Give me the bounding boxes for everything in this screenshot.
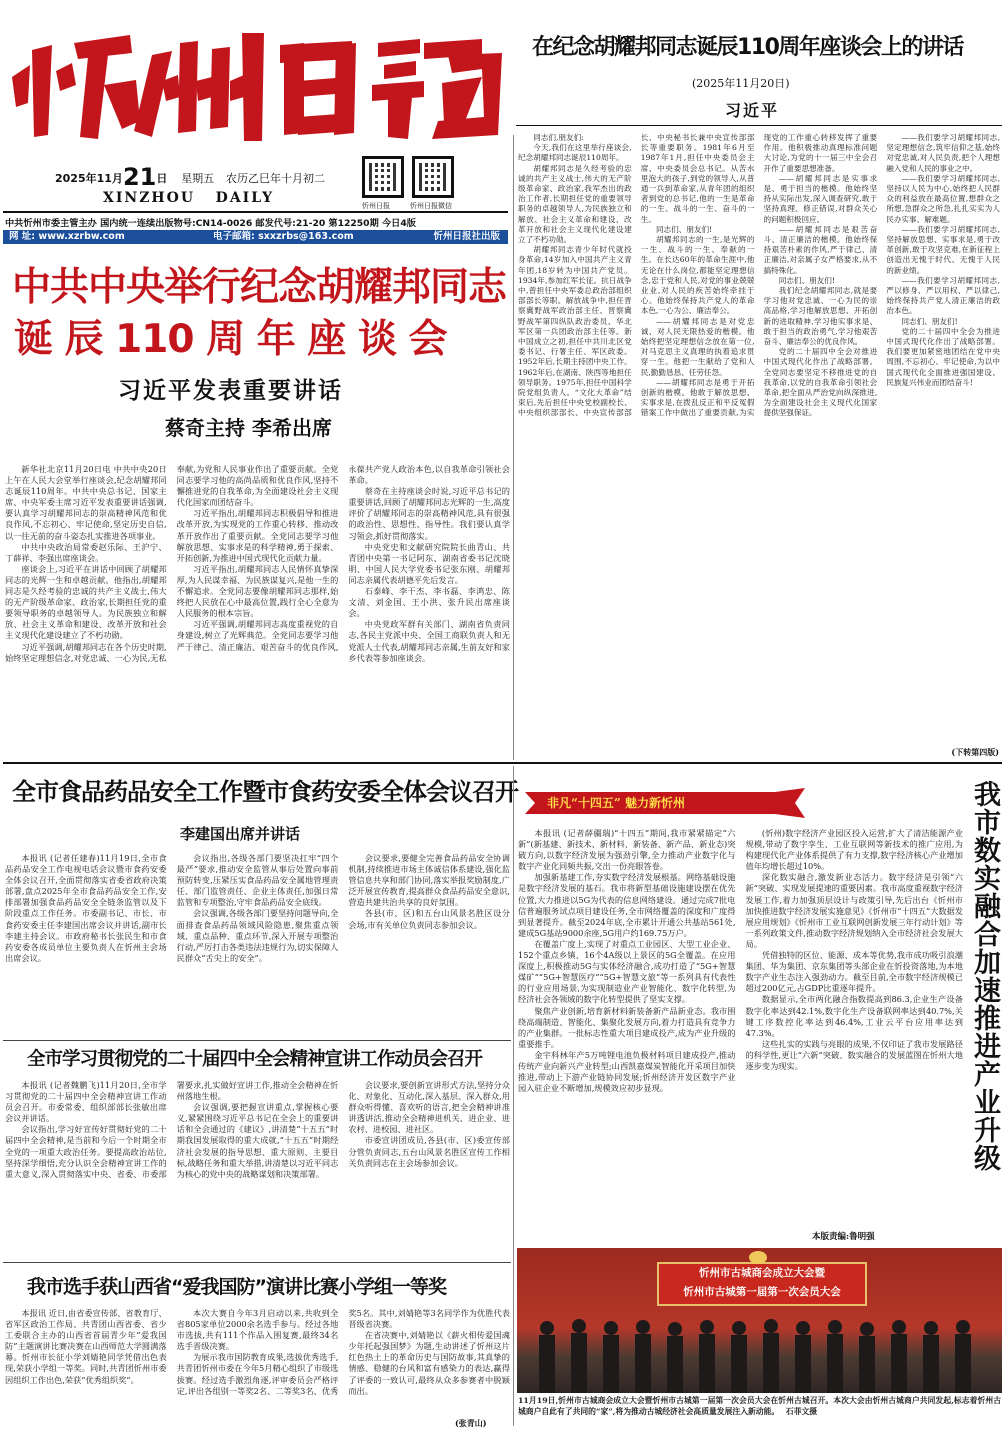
series-banner-text: 非凡“十四五” 魅力新忻州	[547, 796, 685, 810]
article-paragraph: 本次大赛自今年3月启动以来,共收到全省805家单位2000余名选手参与。经过各地市选拔,共有111个作品入围复赛,最终34名选手晋级决赛。	[176, 1308, 339, 1352]
article-paragraph: ——胡耀邦同志是勇于开拓创新的楷模。他敢于解放思想、实事求是,在拨乱反正和平反冤假错案工作中做出了重要贡献,为实现党的工作重心转移发挥了重要作用。他积极推动真理标准问题大讨论,为党的十一届三中全会召开作了重要思想准备。	[640, 133, 878, 418]
photo-caption-text: 11月19日,忻州市古城商会成立大会暨忻州市古城第一届第一次会员大会在忻州古城召开。本次大会由忻州古城商户共同发起,标志着忻州古城商户自此有了共同的“家”,将为推动古城经济社会高质量发展注入新动能。	[518, 1396, 1001, 1416]
article-paragraph: 数据显示,全市两化融合指数提高到86.3,企业生产设备数字化率达到42.1%,数字化生产设备联网率达到40.7%,关键工序数控化率达到46.4%,工业云平台应用率达到47.3%。	[745, 994, 963, 1038]
article-paragraph: 深化数实融合,激发新业态活力。数字经济是引领“六新”突破、实现发展提速的重要因素。我市高度重视数字经济发展工作,着力加强顶层设计与政策引导,先后出台《忻州市加快推进数字经济发展实施意见》《忻州市“十四五”大数据发展应用规划》《忻州市工业互联网创新发展三年行动计划》等一系列政策文件,推动数字经济规划纳入全市经济社会发展大局。	[745, 872, 963, 949]
article-paragraph: 胡耀邦同志青少年时代就投身革命,14岁加入中国共产主义青年团,18岁转为中国共产党员。1934年,参加红军长征。抗日战争中,曾担任中央军委总政治部组织部部长等职。解放战争中,担任晋察冀野战军政治部主任、晋察冀野战军第四纵队政治委员、华北军区第一兵团政治部主任等。新中国成立之初,担任中共川北区党委书记、行署主任、军区政委。1952年后,长期主持团中央工作。1962年后,在湖南、陕西等地担任领导职务。1975年,担任中国科学院党组负责人。“文化大革命”结束后,先后担任中央党校副校长、中央组织部部长、中央宣传部部长、中央秘书长兼中央宣传部部长等重要职务。1981年6月至1987年1月,担任中央委员会主席、中央委员会总书记。从苦水里泡大的孩子,到党的领导人,从普通一兵到革命家,从青年团的组织者到党的总书记,他的一生是革命的一生、战斗的一生、奋斗的一生。	[518, 133, 755, 418]
article-paragraph: 石泰峰、李干杰、李书磊、李鸿忠、陈文清、刘金国、王小洪、张升民出席座谈会。	[348, 586, 510, 619]
article-paragraph: 我们纪念胡耀邦同志,就是要学习他对党忠诚、一心为民的崇高品格,学习他解放思想、开拓创新的进取精神,学习他实事求是、敢于担当的政治勇气,学习他艰苦奋斗、廉洁奉公的优良作风。	[763, 286, 878, 347]
photo-people-silhouettes	[517, 1308, 1002, 1393]
lunar-date: 农历乙巳年十月初二	[226, 172, 326, 185]
speech-rule	[516, 125, 1002, 126]
article-paragraph: ——胡耀邦同志是对党忠诚、对人民无限热爱的楷模。他始终把坚定理想信念放在第一位,对马克思主义真理的执着追求贯穿一生。他把一生献给了党和人民,勤勤恳恳、任劳任怨。	[640, 316, 755, 377]
article-paragraph: 今天,我们在这里举行座谈会,纪念胡耀邦同志诞辰110周年。	[518, 143, 632, 163]
digital-headline: 我市数实融合加速推进产业升级	[969, 780, 1000, 1172]
article-paragraph: ——我们要学习胡耀邦同志,严以修身、严以用权、严以律己,始终保持共产党人清正廉洁的政治本色。	[886, 275, 1000, 316]
photo-banner-line1: 忻州市古城商会成立大会暨	[699, 1267, 825, 1279]
article-paragraph: 加强新基建工作,夯实数字经济发展根基。网络基础设施是数字经济发展的基石。我市将新型基础设施建设摆在优先位置,大力推进以5G为代表的信息网络建设。通过完成7批电信普遍服务试点项目建设任务,全市网络覆盖的深度和广度得到显著提升。截至2024年底,全市累计开通公共基站561处,建成5G基站9000余座,5G用户约169.75万户。	[518, 872, 736, 938]
publisher-name: 忻州日报社出版	[433, 231, 500, 242]
article-paragraph: 党的二十届四中全会为推进中国式现代化作出了战略部署。我们要更加紧密地团结在党中央周围,不忘初心、牢记使命,为以中国式现代化全面推进强国建设、民族复兴伟业而团结奋斗!	[886, 326, 1000, 387]
masthead-calligraphy-logo	[12, 25, 507, 145]
article-paragraph: 聚焦产业创新,培育新材料新装备新产品新业态。我市围绕高端制造、智能化、集聚化发展方向,着力打造具有竞争力的产业集群。一批标志性重大项目建成投产,成为产业升级的重要推手。	[518, 1005, 736, 1049]
qr-code-newspaper	[362, 156, 404, 198]
speech-headline: 在纪念胡耀邦同志诞辰110周年座谈会上的讲话	[532, 35, 963, 60]
section-rule	[3, 762, 1002, 764]
digital-article-body	[518, 828, 963, 1225]
lead-headline-line2: 诞 辰 110 周 年 座 谈 会	[14, 317, 447, 362]
article-paragraph: 胡耀邦同志是久经考验的忠诚的共产主义战士,伟大的无产阶级革命家、政治家,我军杰出的政治工作者,长期担任党的重要领导职务的卓越领导人,为民族独立和解放、社会主义革命和建设、改革开放和社会主义现代化建设建立了不朽功勋。	[518, 163, 632, 245]
qr-code-wechat	[412, 156, 454, 198]
article-paragraph: 本报讯 (记者薛疆瑞)“十四五”期间,我市紧紧锚定“六新”(新基建、新技术、新材料、新装备、新产品、新业态)突破方向,以数字经济发展为强劲引擎,全力推动产业数字化与数字产业化同频共振,交出一份亮眼答卷。	[518, 828, 736, 872]
food-subheadline: 李建国出席并讲话	[180, 825, 301, 843]
article-paragraph: 党的二十届四中全会对推进中国式现代化作出了战略部署。全党同志要坚定不移推进党的自我革命,以党的自我革命引领社会革命,把全面从严治党向纵深推进,为全面建设社会主义现代化国家提供坚强保证。	[763, 347, 878, 418]
article-paragraph: 胡耀邦同志的一生,是光辉的一生、战斗的一生、奉献的一生。在长达60年的革命生涯中,他无论在什么岗位,都能坚定理想信念,忠于党和人民,对党的事业兢兢业业,对人民的疾苦始终牵挂于心。他始终保持共产党人的革命本色,一心为公、廉洁奉公。	[640, 235, 755, 316]
lead-subheadline: 习近平发表重要讲话	[118, 377, 343, 404]
masthead-rule	[3, 211, 508, 213]
article-paragraph: 会议要求,要创新宣讲形式方法,坚持分众化、对象化、互动化,深入基层、深入群众,用群众听得懂、喜欢听的语言,把全会精神讲准讲透讲活,推动全会精神进机关、进企业、进农村、进校园、进社区。	[348, 1080, 510, 1135]
article-paragraph: 同志们、朋友们!	[655, 224, 713, 234]
lead-article-body	[5, 464, 510, 760]
patriot-headline: 我市选手获山西省“爱我国防”演讲比赛小学组一等奖	[27, 1276, 446, 1298]
lead-subheadline-2: 蔡奇主持 李希出席	[165, 416, 332, 440]
photo-emblem	[749, 1251, 767, 1264]
date-prefix: 2025年11月	[55, 172, 123, 185]
article-paragraph: 会议要求,要健全完善食品药品安全协调机制,持续推进市场主体诚信体系建设,强化监管信息共享和部门协同,落实举报奖励制度,广泛开展宣传教育,提高群众食品药品安全意识,营造共建共治共享的良好氛围。	[348, 853, 510, 908]
article-paragraph: 市委宣讲团成员,各县(市、区)委宣传部分管负责同志,五台山风景名胜区宣传工作相关负责同志在主会场参加会议。	[348, 1135, 510, 1168]
qr-label-wechat: 忻州日报微信	[410, 202, 452, 210]
website-url[interactable]: 网 址: www.xzrbw.com	[9, 231, 125, 242]
article-paragraph: 同志们、朋友们!	[901, 316, 958, 326]
article-paragraph: 习近平强调,胡耀邦同志在各个历史时期,始终坚定理想信念,对党忠诚、一心为民,无私奉献,为党和人民事业作出了重要贡献。全党同志要学习他的高尚品质和优良作风,坚持不懈推进党的自我革命,为全面建设社会主义现代化国家而团结奋斗。	[5, 464, 339, 663]
patriot-article-body	[5, 1308, 510, 1425]
series-banner	[525, 788, 805, 818]
article-paragraph: 座谈会上,习近平在讲话中回顾了胡耀邦同志的光辉一生和卓越贡献。他指出,胡耀邦同志是久经考验的忠诚的共产主义战士,伟大的无产阶级革命家、政治家,长期担任党的重要领导职务的卓越领导人。为民族独立和解放、社会主义革命和建设、改革开放和社会主义现代化建设建立了不朽功勋。	[5, 563, 167, 641]
article-paragraph: 这些扎实的实践与亮眼的成果,不仅印证了我市发展路径的科学性,更让“六新”突破、数实融合的发展蓝图在忻州大地逐步变为现实。	[745, 1038, 963, 1071]
article-paragraph: 本报讯 近日,由省委宣传部、省教育厅、省军区政治工作局、共青团山西省委、省少工委联合主办的山西省首届青少年“爱我国防”主题演讲比赛决赛在山西师范大学圆满落幕。忻州市长征小学刘婧艳同学凭借出色表现,荣获小学组一等奖。同时,共青团忻州市委因组织工作出色,荣获“优秀组织奖”。	[5, 1308, 167, 1385]
article-paragraph: 同志们、朋友们!	[778, 275, 835, 285]
issue-date	[55, 160, 326, 191]
article-paragraph: 习近平指出,胡耀邦同志积极倡导和推进改革开放,为实现党的工作重心转移、推动改革开放作出了重要贡献。全党同志要学习他解放思想、实事求是的科学精神,勇于探索、开拓创新,为推进中国式现代化贡献力量。	[176, 508, 339, 563]
speech-article-body	[518, 133, 1000, 748]
article-paragraph: 为展示我市国防教育成果,选拔优秀选手,共青团忻州市委在今年5月精心组织了市级选拔赛。经过选手激烈角逐,评审委员会严格评定,评出各组别一等奖2名、二等奖3名、优秀奖5名。其中,刘婧艳等3名同学作为优胜代表晋级省决赛。	[176, 1308, 510, 1396]
article-paragraph: 中央党政军群有关部门、湖南省负责同志,各民主党派中央、全国工商联负责人和无党派人士代表,胡耀邦同志亲属,生前友好和家乡代表等参加座谈会。	[348, 619, 510, 663]
article-paragraph: 习近平强调,胡耀邦同志高度重视党的自身建设,树立了光辉典范。全党同志要学习他严于律己、清正廉洁、艰苦奋斗的优良作风,永葆共产党人政治本色,以自我革命引领社会革命。	[176, 464, 510, 652]
date-day: 21	[122, 163, 157, 191]
article-paragraph: 金宇科林年产5万吨锂电池负极材料项目建成投产,推动传统产业向新兴产业转型;山西凯嘉煤炭智能化开采项目加快推进,带动上下游产业链协同发展;忻州经济开发区数字产业园入驻企业不断增加,规模效应初步显现。	[518, 1049, 736, 1094]
column-divider	[513, 135, 514, 760]
patriot-credit: (张青山)	[455, 1418, 487, 1428]
article-paragraph: 凭借独特的区位、能源、成本等优势,我市成功吸引浪潮集团、华为集团、京东集团等头部企业在忻投资落地,为本地数字产业生态注入强劲动力。截至目前,全市数字经济规模已超过200亿元,占GDP比重逐年提升。	[745, 950, 963, 994]
article-paragraph: 同志们,朋友们:	[533, 133, 584, 142]
masthead-pinyin: XINZHOU DAILY	[103, 190, 275, 206]
contact-bar	[3, 230, 508, 244]
page-editor: 本版责编:鲁明强	[812, 1232, 875, 1242]
weekday: 星期五	[181, 172, 215, 185]
photo-credit: 石菲文摄	[785, 1406, 818, 1416]
photo-banner-line2: 忻州市古城第一届第一次会员大会	[683, 1286, 841, 1298]
photo-caption	[518, 1396, 1001, 1429]
food-headline: 全市食品药品安全工作暨市食药安委全体会议召开	[12, 778, 518, 806]
article-paragraph: ——胡耀邦同志是艰苦奋斗、清正廉洁的楷模。他始终保持艰苦朴素的作风,严于律己、清正廉洁,对亲属子女严格要求,从不搞特殊化。	[763, 224, 878, 275]
qr-label-newspaper: 忻州日报	[362, 202, 390, 210]
date-suffix: 日	[156, 172, 168, 185]
plenary-article-body	[5, 1080, 510, 1258]
speech-author: 习近平	[725, 101, 780, 120]
food-article-body	[5, 853, 510, 1033]
article-paragraph: ——我们要学习胡耀邦同志,坚定理想信念,筑牢信仰之基,始终对党忠诚,对人民负责,把个人理想融入党和人民的事业之中。	[886, 133, 1000, 173]
speech-date: (2025年11月20日)	[692, 77, 790, 90]
news-photo	[517, 1248, 1002, 1393]
article-paragraph: 会议强调,各级各部门要坚持问题导向,全面排查食品药品领域风险隐患,聚焦重点领域、重点品种、重点环节,深入开展专项整治行动,严厉打击各类违法违规行为,切实保障人民群众“舌尖上的安全”。	[176, 908, 339, 963]
article-paragraph: ——胡耀邦同志是实事求是、勇于担当的楷模。他始终坚持从实际出发,深入调查研究,敢于坚持真理、修正错误,对群众关心的问题积极回应。	[763, 173, 878, 224]
publication-info: 中共忻州市委主管主办 国内统一连续出版物号:CN14-0026 邮发代号:21-20 第12250期 今日4版	[5, 218, 416, 229]
article-paragraph: 在省决赛中,刘婧艳以《薪火相传爱国魂 少年托起强国梦》为题,生动讲述了忻州这片红色热土上的革命历史与国防故事,其真挚的情感、稳健的台风和富有感染力的表达,赢得了评委的一致认可,最终从众多参赛者中脱颖而出。	[348, 1330, 510, 1396]
article-paragraph: 本报讯 (记者魏鹏飞)11月20日,全市学习贯彻党的二十届四中全会精神宣讲工作动员会召开。市委常委、组织部部长张敏出席会议并讲话。	[5, 1080, 167, 1124]
column-divider	[513, 766, 514, 1426]
rule	[3, 1262, 511, 1263]
article-paragraph: ——我们要学习胡耀邦同志,坚持以人民为中心,始终把人民群众的利益放在最高位置,想群众之所想,急群众之所急,扎扎实实为人民办实事、解难题。	[886, 173, 1000, 224]
rule	[3, 1040, 511, 1041]
article-paragraph: (忻州)数字经济产业园区投入运营,扩大了清洁能源产业规模,带动了数字孪生、工业互联网等新技术的推广应用,为构建现代化产业体系提供了有力支撑,数字经济核心产业增加值年均增长超过10%。	[745, 828, 963, 872]
article-paragraph: 在覆盖广度上,实现了对重点工业园区、大型工业企业、152个重点乡镇、16个4A级以上景区的5G全覆盖。在应用深度上,积极推动5G与实体经济融合,成功打造了“5G+智慧煤矿”“5G+智慧医疗”“5G+智慧文旅”等一系列具有代表性的行业应用场景,为实现制造业产业智能化、数字化转型,为经济社会各领域的数字化转型提供了坚实支撑。	[518, 938, 736, 1005]
plenary-headline: 全市学习贯彻党的二十届四中全会精神宣讲工作动员会召开	[27, 1049, 483, 1070]
article-paragraph: 新华社北京11月20日电 中共中央20日上午在人民大会堂举行座谈会,纪念胡耀邦同志诞辰110周年。中共中央总书记、国家主席、中央军委主席习近平发表重要讲话强调,要认真学习胡耀邦同志的崇高精神风范和优良作风,不忘初心、牢记使命,坚定历史自信,以一往无前的奋斗姿态扎实推进各项事业。	[5, 464, 167, 541]
email-address[interactable]: 电子邮箱: sxxzrbs@163.com	[213, 231, 354, 242]
article-paragraph: 中共中央政治局常委赵乐际、王沪宁、丁薛祥、李强出席座谈会。	[5, 541, 167, 563]
continued-note: (下转第四版)	[951, 747, 999, 757]
article-paragraph: 中央党史和文献研究院院长曲青山、共青团中央第一书记阿东、湖南省委书记沈晓明、中国人民大学党委书记张东刚、胡耀邦同志亲属代表胡德平先后发言。	[348, 541, 510, 585]
article-paragraph: ——我们要学习胡耀邦同志,坚持解放思想、实事求是,勇于改革创新,敢于攻坚克难,在新征程上创造出无愧于时代、无愧于人民的新业绩。	[886, 224, 1000, 275]
article-paragraph: 本报讯 (记者任建春)11月19日,全市食品药品安全工作电视电话会议暨市食药安委全体会议召开,全面贯彻落实省委省政府决策部署,盘点2025年全市食品药品安全工作,安排部署加强食品药品安全全链条监管以及下阶段重点工作任务。市委副书记、市长、市食药安委主任李建国出席会议并讲话,副市长李建主持会议。市政府秘书长张民生和市食药安委各成员单位主要负责人在忻州主会场出席会议。	[5, 853, 167, 963]
lead-headline: 中共中央举行纪念胡耀邦同志	[12, 265, 507, 310]
article-paragraph: 各县(市、区)和五台山风景名胜区设分会场,市有关单位负责同志参加会议。	[348, 908, 510, 930]
article-paragraph: 习近平指出,胡耀邦同志人民情怀真挚深厚,为人民谋幸福、为民族谋复兴,是他一生的不懈追求。全党同志要像胡耀邦同志那样,始终把人民放在心中最高位置,践行全心全意为人民服务的根本宗旨。	[176, 563, 339, 619]
article-paragraph: 会议强调,要把握宣讲重点,掌握核心要义,紧紧围绕习近平总书记在全会上的重要讲话和全会通过的《建议》,讲清楚“十五五”时期我国发展取得的重大成就,“十五五”时期经济社会发展的指导思想、重大原则、主要目标,战略任务和重大举措,讲清楚以习近平同志为核心的党中央的战略谋划和决策部署。	[176, 1102, 339, 1179]
article-paragraph: 会议指出,学习好宣传好贯彻好党的二十届四中全会精神,是当前和今后一个时期全市全党的一项重大政治任务。要提高政治站位,坚持深学细悟,充分认识全会精神宣讲工作的重大意义,深入贯彻落实中央、省委、市委部署要求,扎实做好宣讲工作,推动全会精神在忻州落地生根。	[5, 1080, 339, 1179]
photo-banner	[657, 1262, 867, 1306]
article-paragraph: 蔡奇在主持座谈会时说,习近平总书记的重要讲话,回顾了胡耀邦同志光辉的一生,高度评价了胡耀邦同志的崇高精神风范,具有很强的政治性、思想性、指导性。我们要认真学习领会,抓好贯彻落实。	[348, 486, 510, 541]
article-paragraph: 会议指出,各级各部门要坚决扛牢“四个最严”要求,推动安全监管从事后处置向事前预防转变,压紧压实食品药品安全属地管理责任、部门监管责任、企业主体责任,加强日常监管和专项整治,守牢食品药品安全底线。	[176, 853, 339, 908]
